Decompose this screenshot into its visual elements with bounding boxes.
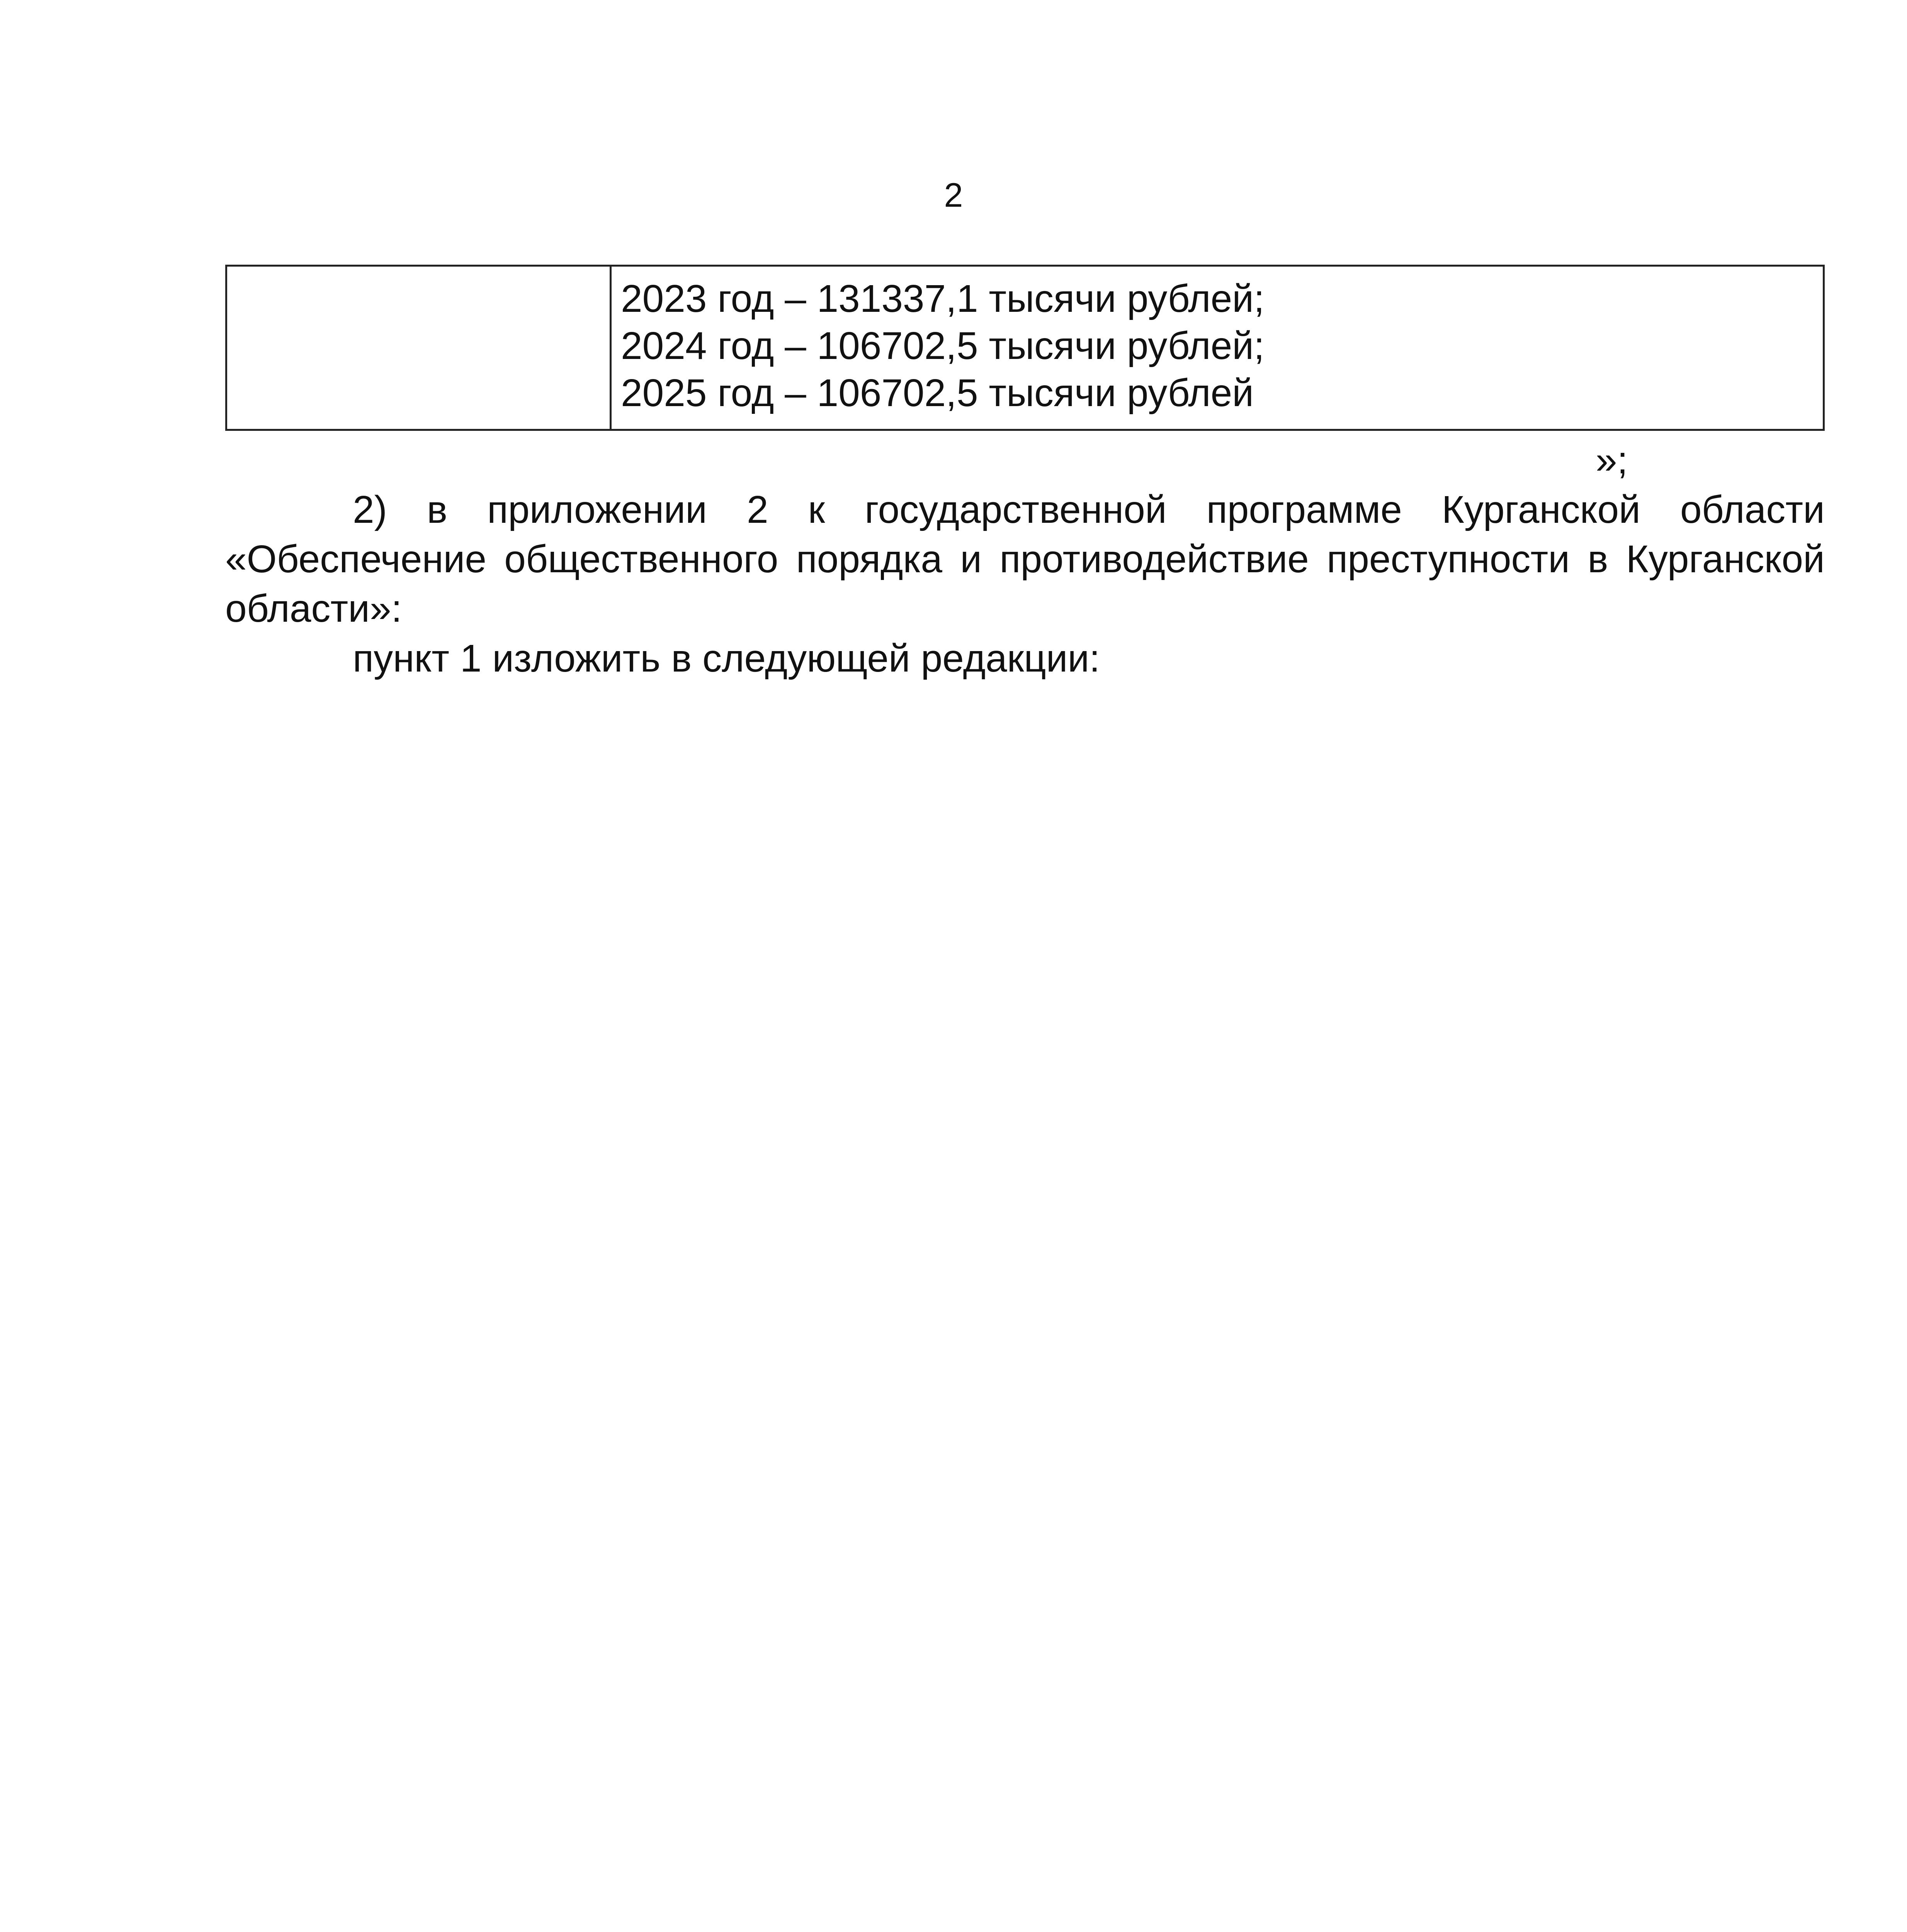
funding-line-2024: 2024 год – 106702,5 тысячи рублей; [621,324,1265,367]
table-value-cell [611,266,1824,430]
funding-line-2023: 2023 год – 131337,1 тысячи рублей; [621,277,1265,320]
table-label-cell [226,266,611,430]
closing-quote: »; [1596,439,1628,482]
funding-line-2025: 2025 год – 106702,5 тысячи рублей [621,371,1254,415]
table-row [226,266,1824,430]
funding-lines [612,267,1823,417]
page-number: 2 [944,176,963,214]
amendment-paragraph: 2) в приложении 2 к государственной программе Курганской области «Обеспечение общественного порядка и противодействие преступности в Курганской области»: [225,488,1825,630]
item-paragraph: пункт 1 изложить в следующей редакции: [353,637,1100,680]
funding-table [225,265,1825,431]
